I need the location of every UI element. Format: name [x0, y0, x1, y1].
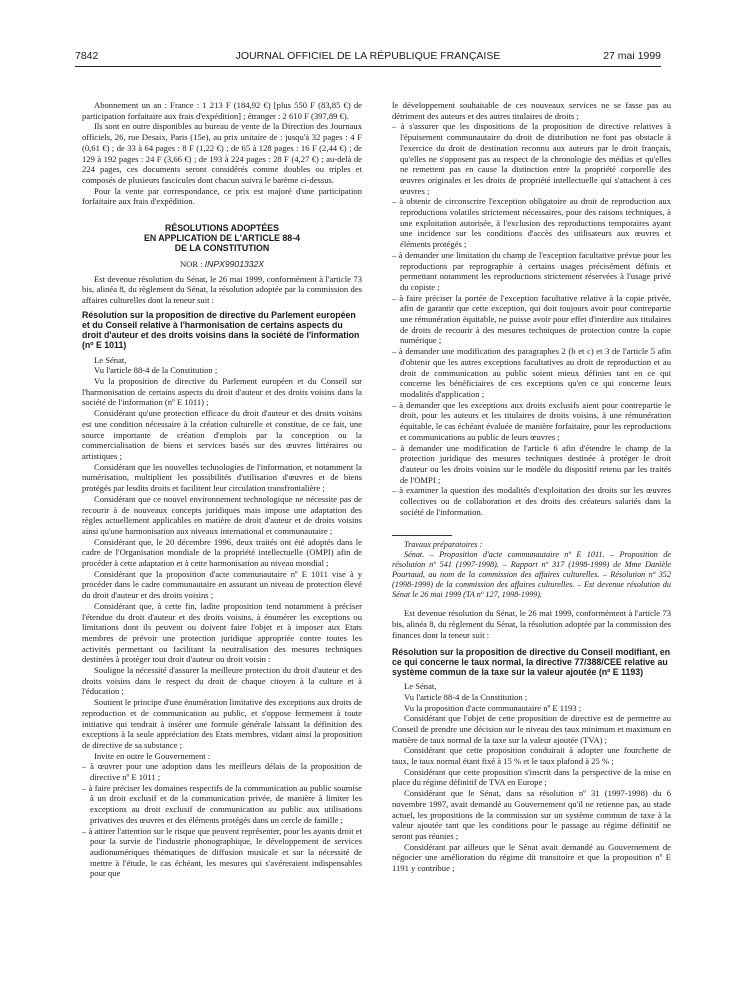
paragraph: Vu l'article 88-4 de la Constitution ; — [94, 365, 218, 376]
list-item: – à faire préciser la portée de l'exception facultative relative à la copie privée, afin de garantir que cette exception, qui doit toujours avoir pour contrepartie une rémunération équitable, ne puisse avoir pour effet d'interdire aux titulaires de droits de recourir à des mesures techniques de protection contre la copie numérique ; — [392, 292, 671, 346]
travaux-text: Sénat. – Proposition d'acte communautaire nº E 1011. – Proposition de résolution nº 541 (1997-1998). – Rapport nº 317 (1998-1999) de Mme Danièle Pourtaud, au nom de la commission des affaires culturelles. – Résolution nº 352 (1998-1999) de la commission des affaires culturelles. – Est devenue résolution du Sénat le 26 mai 1999 (TA nº 127, 1998-1999). — [392, 550, 671, 600]
list-item: – à demander que les exceptions aux droits exclusifs aient pour contrepartie le droit, pour les auteurs et les titulaires de droits voisins, à une rémunération équitable, le cas échéant évaluée de manière forfaitaire, pour les reproductions et communications au public de leurs œuvres ; — [392, 399, 671, 442]
left-column — [82, 100, 362, 879]
section-heading-line: EN APPLICATION DE L'ARTICLE 88-4 — [143, 233, 301, 244]
header-rule — [75, 66, 661, 67]
paragraph: Considérant qu'une protection efficace du droit d'auteur et des droits voisins est une condition nécessaire à la création culturelle et constitue, de ce fait, une source importante de création d'emplois par la conception ou la commercialisation de biens et services basés sur des œuvres littéraires ou artistiques ; — [82, 408, 362, 461]
paragraph: Vu la proposition d'acte communautaire nº E 1193 ; — [404, 702, 582, 713]
paragraph: Considérant que cette proposition s'inscrit dans la perspective de la mise en place du régime définitif de TVA en Europe ; — [392, 766, 671, 788]
right-column — [392, 100, 671, 874]
resolution-title-2: Résolution sur la proposition de directive du Conseil modifiant, en ce qui concerne le taux normal, la directive 77/388/CEE relative au système commun de la taxe sur la valeur ajoutée (nº E 1193) — [392, 646, 671, 677]
paragraph: Considérant par ailleurs que le Sénat avait demandé au Gouvernement de négocier une amélioration du régime dit transitoire et que la proposition nº E 1191 y contribue ; — [392, 841, 671, 874]
list-item: – à s'assurer que les dispositions de la proposition de directive relatives à l'épuisement communautaire du droit de distribution ne font pas obstacle à l'exercice du droit de destination reconnu aux auteurs par le droit français, qu'elles ne s'opposent pas au respect de la chronologie des médias et qu'elles ne remettent pas en cause la distinction entre la propriété corporelle des œuvres originales et les droits de propriété intellectuelle qui s'attachent à ces œuvres ; — [392, 121, 671, 196]
paragraph: Considérant que ce nouvel environnement technologique ne nécessite pas de recourir à de nouveaux concepts juridiques mais impose une adaptation des règles actuellement applicables en matière de droit d'auteur et de droits voisins ainsi qu'une harmonisation aux niveaux international et communautaire ; — [82, 493, 362, 536]
paragraph: Considérant que, le 20 décembre 1996, deux traités ont été adoptés dans le cadre de l'Organisation mondiale de la propriété intellectuelle (OMPI) afin de procéder à cette adaptation et à cette harmonisation au niveau mondial ; — [82, 536, 362, 569]
nor-code: INPX9901332X — [204, 259, 265, 270]
paragraph: Considérant que la proposition d'acte communautaire nº E 1011 vise à y procéder dans le cadre communautaire en assurant un niveau de protection élevé du droit d'auteur et des droits voisins ; — [82, 568, 362, 601]
subscription-text: Abonnement un an : France : 1 213 F (184,92 €) [plus 550 F (83,85 €) de participation forfaitaire aux frais d'expédition] ; étranger : 2 610 F (397,89 €). — [82, 100, 362, 121]
section-heading-line: RÉSOLUTIONS ADOPTÉES — [164, 223, 280, 234]
travaux-label: Travaux préparatoires : — [404, 540, 483, 550]
notes-separator — [392, 535, 452, 536]
issue-date: 27 mai 1999 — [603, 50, 661, 62]
list-item: – à demander une modification de l'article 6 afin d'étendre le champ de la protection juridique des mesures techniques destinée à protéger le droit d'auteur ou les droits voisins sur le modèle du dispositif retenu par les traités de l'OMPI ; — [392, 442, 671, 485]
sales-text: Ils sont en outre disponibles au bureau de vente de la Direction des Journaux officiels, 26, rue Desaix, Paris (15e), au prix unitaire de : jusqu'à 32 pages : 4 F (0,61 €) ; de 33 à 64 pages : 8 F (1,22 €) ; de 65 à 128 pages : 16 F (2,44 €) ; de 129 à 192 pages : 24 F (3,66 €) ; de 193 à 224 pages : 28 F (4,27 €) ; au-delà de 224 pages, ces documents seront considérés comme doubles ou triples et composés de plusieurs fascicules dont chacun suivra le barème ci-dessus. — [82, 121, 362, 185]
list-item: – à examiner la question des modalités d'exploitation des droits sur les œuvres collectives ou de collaboration et des droits des créateurs salariés dans la société de l'information. — [392, 485, 671, 517]
paragraph: Le Sénat, — [404, 681, 437, 692]
paragraph: Vu la proposition de directive du Parlement européen et du Conseil sur l'harmonisation de certains aspects du droit d'auteur et des droits voisins dans la société de l'information (nº E 1011) ; — [82, 376, 362, 408]
resolution-title: Résolution sur la proposition de directive du Parlement européen et du Conseil relative à l'harmonisation de certains aspects du droit d'auteur et des droits voisins dans la société de l'information (nº E 1011) — [82, 309, 360, 351]
section-heading-line: DE LA CONSTITUTION — [174, 243, 270, 254]
journal-title: JOURNAL OFFICIEL DE LA RÉPUBLIQUE FRANÇAISE — [235, 50, 501, 62]
page-number: 7842 — [75, 50, 99, 62]
continuation-text: le développement souhaitable de ces nouveaux services ne se fasse pas au détriment des auteurs et des autres titulaires de droits ; — [392, 100, 671, 121]
paragraph: Considérant que, à cette fin, ladite proposition tend notamment à préciser l'étendue du droit d'auteur et des droits voisins, à énumérer les exceptions ou limitations dont ils peuvent ou doivent faire l'objet et à imposer aux Etats membres de prévoir une protection juridique appropriée contre toutes les activités permettant ou facilitant la neutralisation des mesures techniques destinées à protéger tout droit d'auteur ou droit voisin : — [82, 600, 362, 665]
paragraph: Soutient le principe d'une énumération limitative des exceptions aux droits de reproduction et de communication au public, et s'oppose fermement à toute initiative qui tendrait à insérer une formule générale laissant la définition des exceptions à la seule appréciation des Etats membres, vidant ainsi la proposition de directive de sa substance ; — [82, 697, 362, 750]
paragraph: Considérant que cette proposition conduirait à adopter une fourchette de taux, le taux normal étant fixé à 15 % et le taux plafond à 25 % ; — [392, 745, 671, 767]
paragraph: Le Sénat, — [94, 354, 127, 365]
list-item: – à demander une modification des paragraphes 2 (b et c) et 3 de l'article 5 afin d'obtenir que les autres exceptions facultatives au droit de reproduction et au droit de communication au public soient mieux définies tant en ce qui concerne les bénéficiaires de ces exceptions qu'en ce qui concerne leurs modalités d'application ; — [392, 346, 671, 399]
nor-label: NOR : — [179, 259, 203, 270]
paragraph: Considérant que les nouvelles technologies de l'information, et notamment la numérisation, multiplient les possibilités d'utilisation d'œuvres et de biens protégés par lesdits droits et facilitent leur circulation transfrontalière ; — [82, 461, 362, 494]
paragraph: Considérant que le Sénat, dans sa résolution nº 31 (1997-1998) du 6 novembre 1997, avait demandé au Gouvernement qu'il ne retienne pas, au stade actuel, les propositions de la commission sur un système commun de taxe à la valeur ajoutée tant que les conditions pour le passage au régime définitif ne seront pas réunies ; — [392, 788, 671, 841]
paragraph: Considérant que l'objet de cette proposition de directive est de permettre au Conseil de prendre une décision sur le niveau des taux minimum et maximum en matière de taux normal de la taxe sur la valeur ajoutée (TVA) ; — [392, 713, 671, 745]
list-item: – à œuvrer pour une adoption dans les meilleurs délais de la proposition de directive nº E 1011 ; — [82, 761, 362, 783]
list-item: – à demander une limitation du champ de l'exception facultative prévue pour les reproductions par reprographie à certains usages précisément définis et permettant notamment les reproductions strictement réservées à l'usage privé du copiste ; — [392, 249, 671, 292]
section-heading — [82, 223, 362, 253]
list-item: – à obtenir de circonscrire l'exception obligatoire au droit de reproduction aux reproductions volatiles strictement nécessaires, pour des raisons techniques, à une exploitation autorisée, à l'exclusion des reproductions temporaires ayant une incidence sur les conditions d'accès des utilisateurs aux œuvres et éléments protégés ; — [392, 196, 671, 250]
adoption-statement: Est devenue résolution du Sénat, le 26 mai 1999, conformément à l'article 73 bis, alinéa 8, du règlement du Sénat, la résolution adoptée par la commission des affaires culturelles dont la teneur suit : — [82, 273, 362, 306]
mail-order-text: Pour la vente par correspondance, ce prix est majoré d'une participation forfaitaire aux frais d'expédition. — [82, 185, 362, 207]
paragraph: Souligne la nécessité d'assurer la meilleure protection du droit d'auteur et des droits voisins dans le respect du droit de chaque citoyen à la culture et à l'éducation ; — [82, 665, 362, 697]
paragraph: Invite en outre le Gouvernement : — [94, 750, 211, 761]
adoption-statement-2: Est devenue résolution du Sénat, le 26 mai 1999, conformément à l'article 73 bis, alinéa 8, du règlement du Sénat, la résolution adoptée par la commission des finances dont la teneur suit : — [392, 608, 671, 640]
nor-reference — [82, 259, 362, 270]
page-header — [75, 50, 661, 66]
list-item: – à attirer l'attention sur le risque que peuvent représenter, pour les ayants droit et pour la survie de l'industrie phonographique, le développement de services audionumériques thématiques de diffusion musicale et sur la nécessité de mettre à l'étude, le cas échéant, les mesures qui s'avéreraient indispensables pour que — [82, 825, 362, 879]
list-item: – à faire préciser les domaines respectifs de la communication au public soumise à un droit exclusif et de la communication privée, de manière à limiter les exceptions au droit exclusif de communication au public aux utilisations privatives des œuvres et des éléments protégés dans un cercle de famille ; — [82, 782, 362, 825]
paragraph: Vu l'article 88-4 de la Constitution ; — [404, 691, 528, 702]
